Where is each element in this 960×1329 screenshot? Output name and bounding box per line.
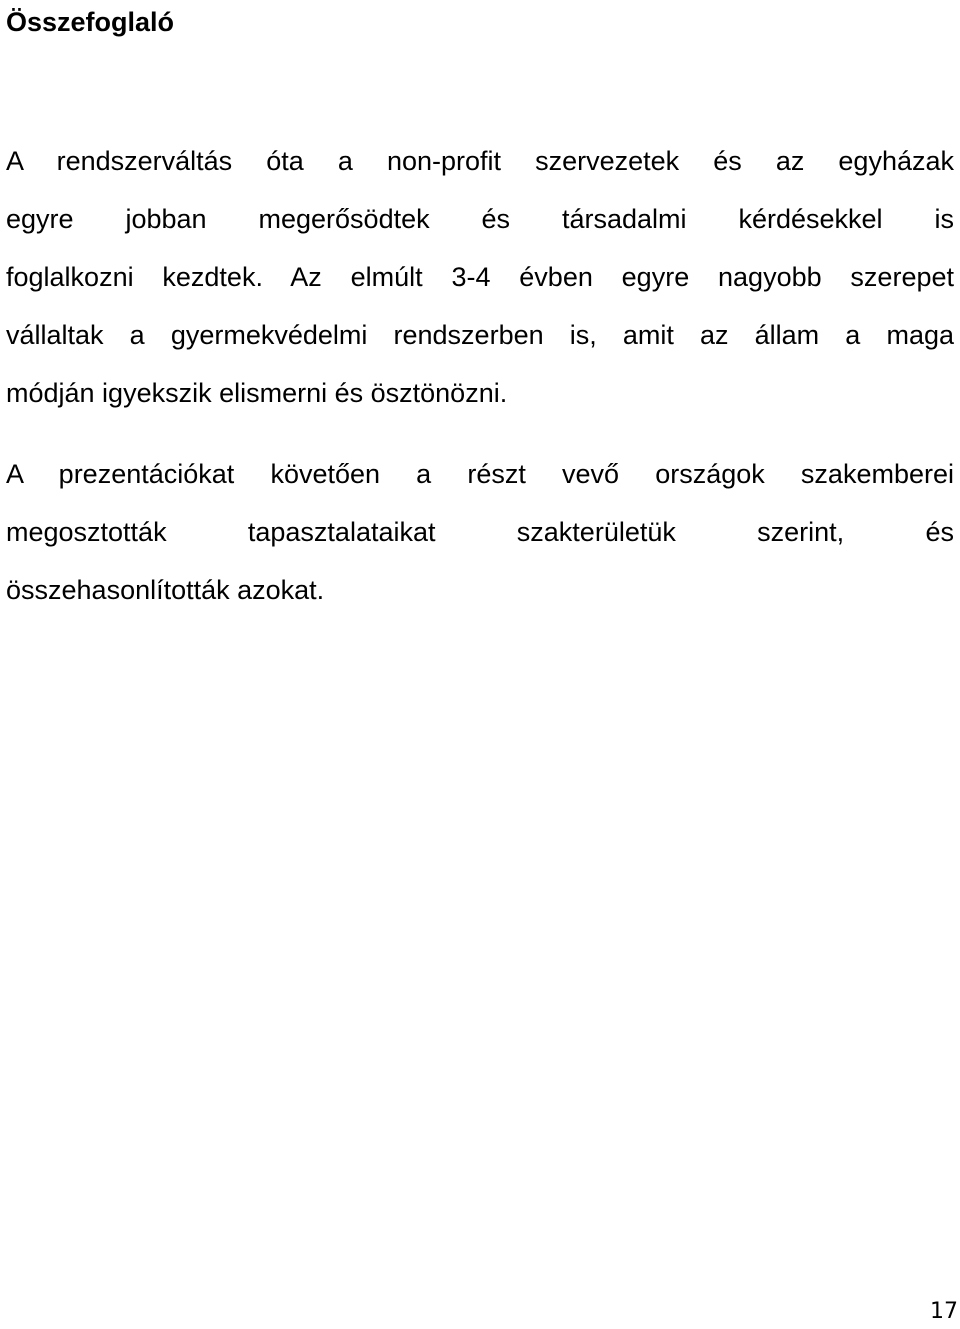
paragraph-line: A prezentációkat követően a részt vevő országok szakemberei bbox=[6, 459, 954, 489]
page-number: 17 bbox=[930, 1299, 958, 1324]
section-heading: Összefoglaló bbox=[6, 7, 175, 37]
paragraph-line: megosztották tapasztalataikat szakterületük szerint, és bbox=[6, 517, 954, 547]
paragraph-line: vállaltak a gyermekvédelmi rendszerben is, amit az állam a maga bbox=[6, 320, 954, 350]
paragraph-line: módján igyekszik elismerni és ösztönözni. bbox=[6, 378, 508, 408]
paragraph-1 bbox=[6, 132, 954, 422]
paragraph-2 bbox=[6, 445, 954, 619]
paragraph-line: foglalkozni kezdtek. Az elmúlt 3-4 évben egyre nagyobb szerepet bbox=[6, 262, 954, 292]
paragraph-line: összehasonlították azokat. bbox=[6, 575, 325, 605]
paragraph-line: egyre jobban megerősödtek és társadalmi kérdésekkel is bbox=[6, 204, 954, 234]
paragraph-line: A rendszerváltás óta a non-profit szervezetek és az egyházak bbox=[6, 146, 954, 176]
